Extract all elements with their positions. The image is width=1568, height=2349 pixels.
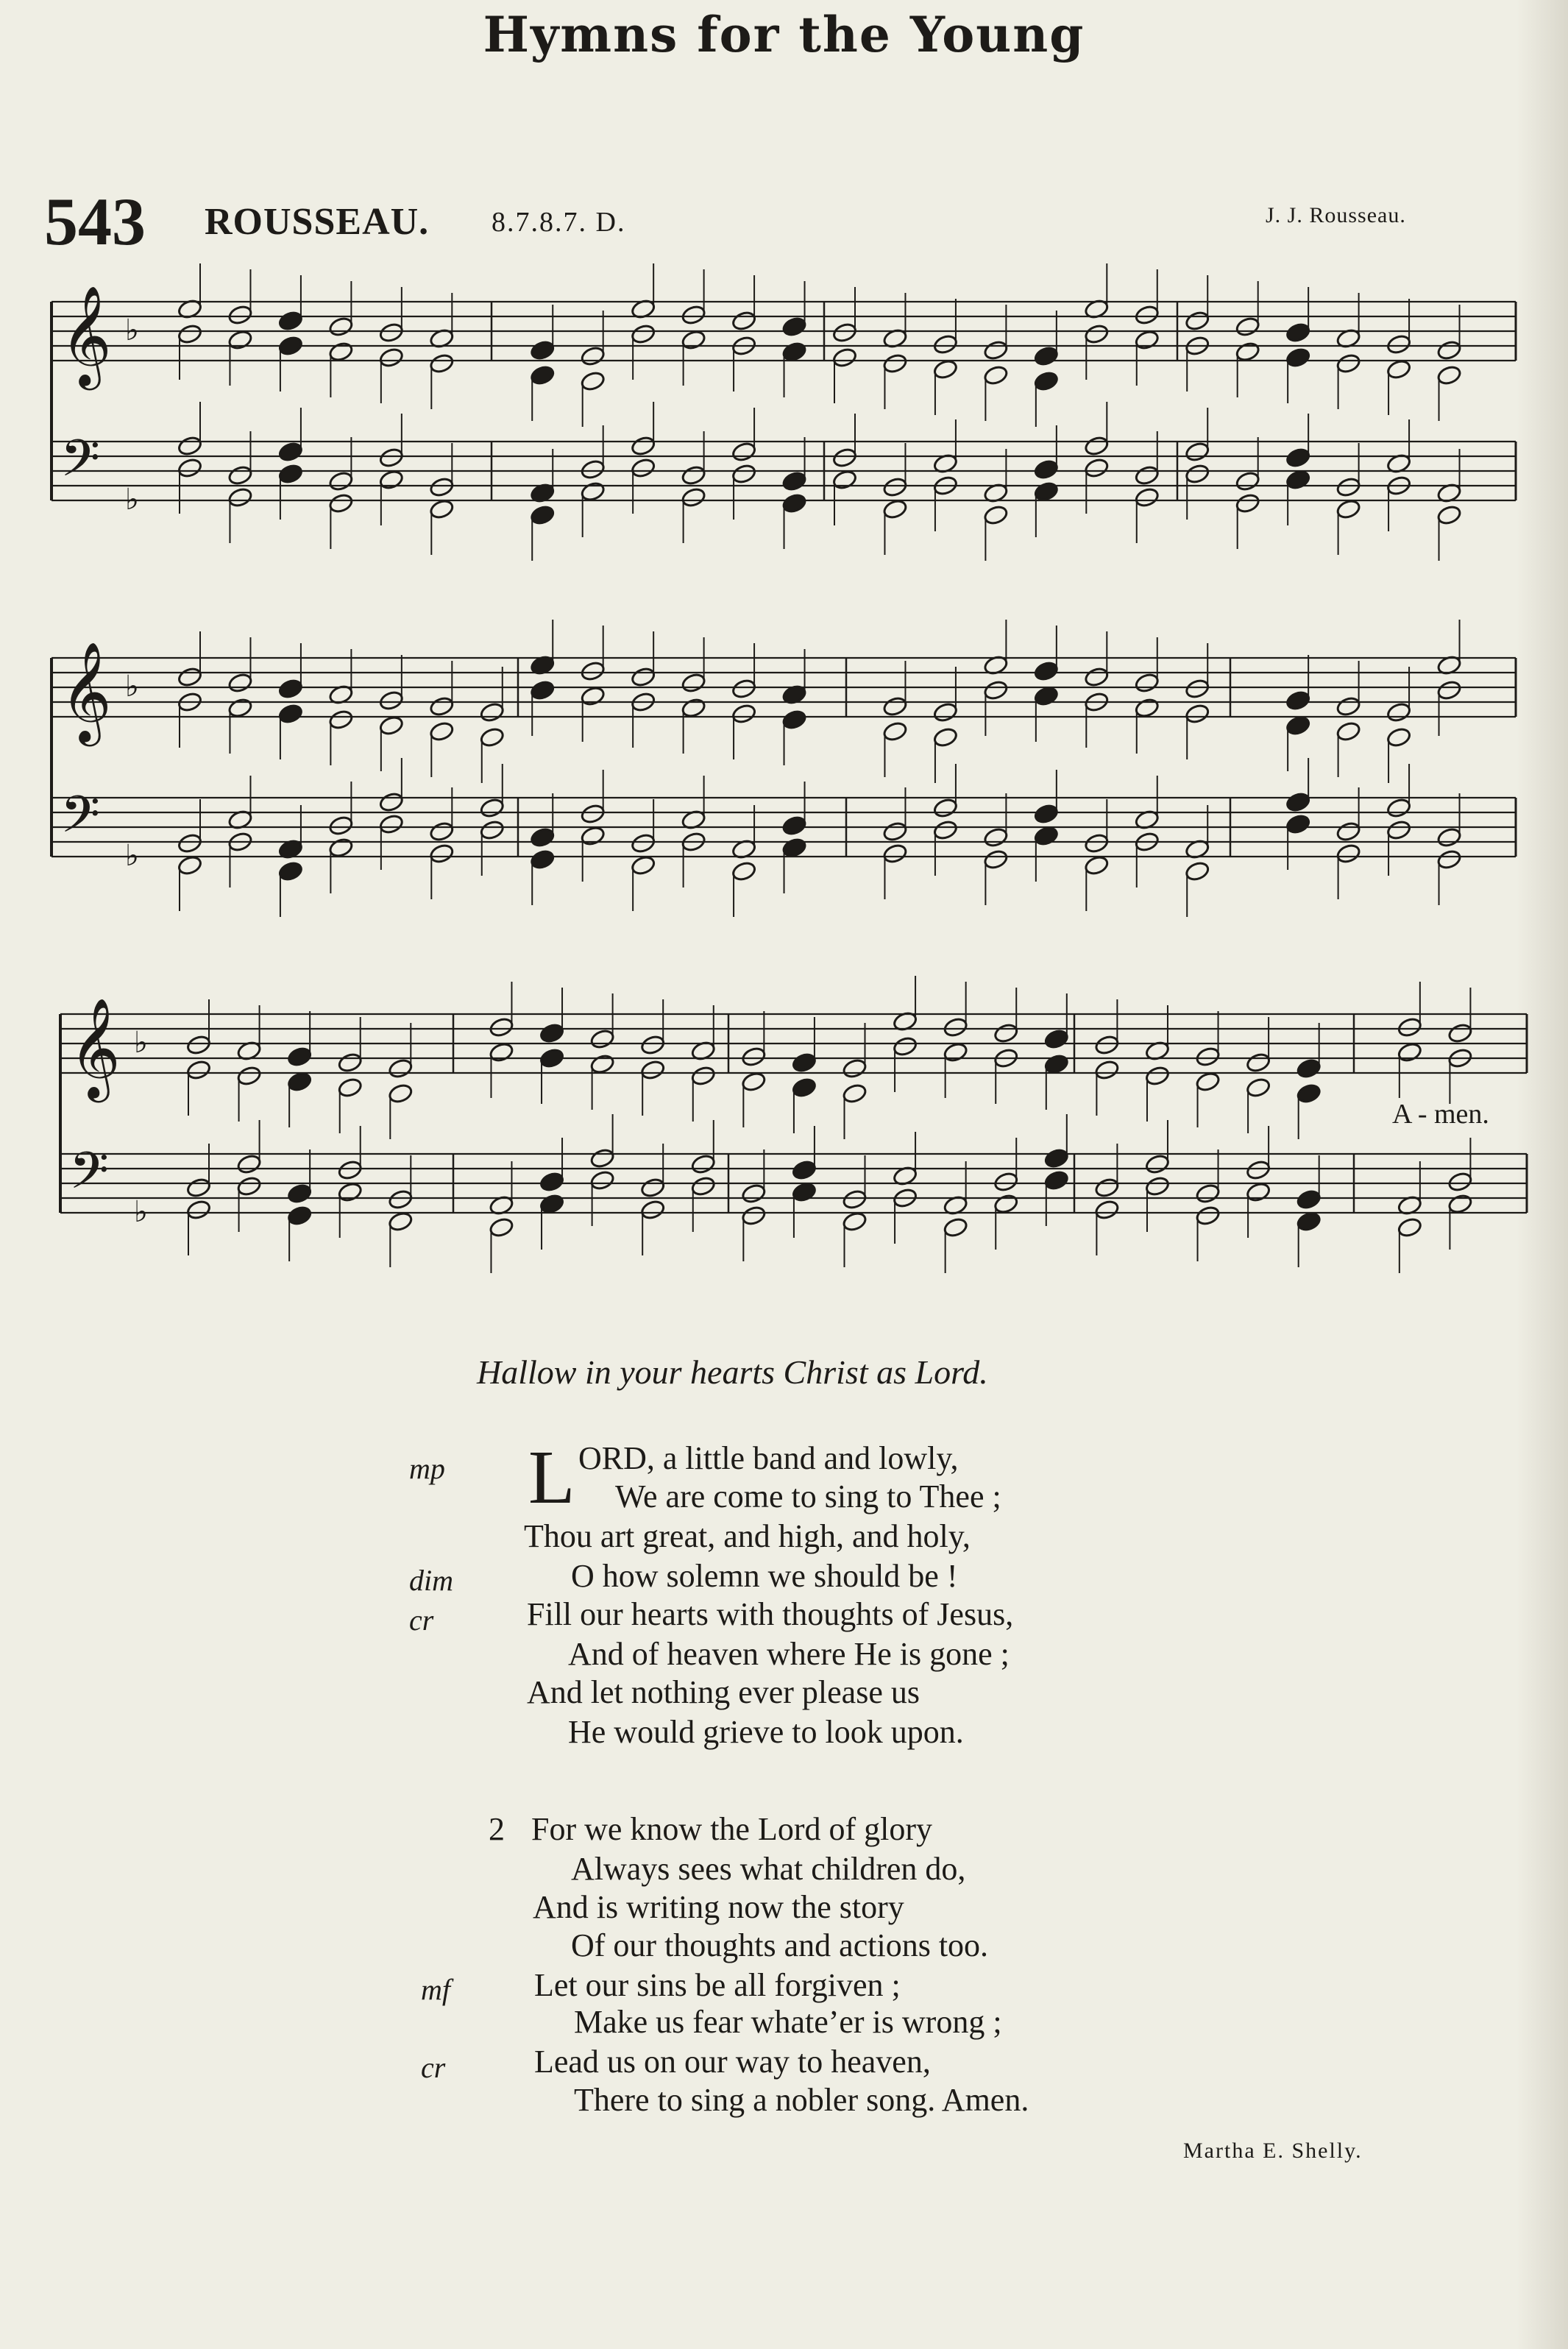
note-head bbox=[1134, 329, 1160, 351]
note-head bbox=[1235, 492, 1260, 514]
note-head bbox=[1185, 310, 1210, 332]
note-head bbox=[882, 821, 908, 843]
note-head bbox=[731, 310, 756, 332]
note-head bbox=[378, 715, 404, 737]
note-head bbox=[1386, 358, 1411, 380]
note-head bbox=[731, 463, 756, 485]
meter: 8.7.8.7. D. bbox=[492, 207, 626, 238]
flat-icon: ♭ bbox=[125, 839, 139, 873]
note-head bbox=[227, 486, 253, 509]
note-head bbox=[378, 347, 404, 369]
note-head bbox=[227, 464, 253, 486]
note-head bbox=[882, 695, 908, 718]
verse2-line7: Lead us on our way to heaven, bbox=[534, 2044, 931, 2080]
note-head bbox=[530, 848, 556, 871]
note-head bbox=[1436, 826, 1462, 848]
note-head bbox=[337, 1052, 363, 1074]
note-head bbox=[1185, 703, 1210, 725]
note-head bbox=[236, 1175, 262, 1197]
note-head bbox=[177, 854, 202, 876]
note-head bbox=[842, 1211, 868, 1233]
note-head bbox=[589, 1053, 615, 1075]
note-head bbox=[932, 358, 958, 380]
note-head bbox=[1043, 1147, 1069, 1169]
note-head bbox=[640, 1059, 666, 1081]
note-head bbox=[489, 1041, 514, 1063]
dynamic-cr-2: cr bbox=[421, 2051, 446, 2084]
note-head bbox=[640, 1199, 666, 1221]
note-head bbox=[1447, 1171, 1473, 1193]
note-head bbox=[1285, 469, 1311, 491]
note-head bbox=[580, 458, 606, 481]
note-head bbox=[690, 1175, 716, 1197]
note-head bbox=[983, 364, 1009, 386]
note-head bbox=[1084, 457, 1110, 479]
treble-clef-icon: 𝄞 bbox=[60, 640, 112, 742]
note-head bbox=[177, 666, 202, 688]
treble-clef-icon: 𝄞 bbox=[60, 284, 112, 386]
note-head bbox=[1296, 1083, 1322, 1105]
note-head bbox=[1245, 1159, 1271, 1181]
note-head bbox=[781, 492, 807, 514]
note-head bbox=[388, 1057, 414, 1080]
note-head bbox=[1094, 1177, 1120, 1199]
note-head bbox=[1033, 345, 1059, 367]
verse2-line1: For we know the Lord of glory bbox=[531, 1811, 933, 1847]
note-head bbox=[489, 1216, 514, 1239]
note-head bbox=[337, 1181, 363, 1203]
tune-name: ROUSSEAU. bbox=[205, 201, 430, 243]
note-head bbox=[882, 720, 908, 743]
note-head bbox=[932, 726, 958, 748]
note-head bbox=[1084, 323, 1110, 345]
note-head bbox=[731, 703, 756, 725]
note-head bbox=[831, 469, 857, 491]
note-head bbox=[1386, 701, 1411, 723]
note-head bbox=[328, 316, 354, 338]
note-head bbox=[589, 1169, 615, 1191]
verse2-line5: Let our sins be all forgiven ; bbox=[534, 1967, 901, 2003]
note-head bbox=[993, 1022, 1019, 1044]
note-head bbox=[1185, 463, 1210, 485]
note-head bbox=[185, 1059, 211, 1081]
note-head bbox=[781, 470, 807, 492]
note-head bbox=[1084, 435, 1110, 457]
note-head bbox=[1185, 441, 1210, 463]
note-head bbox=[1134, 697, 1160, 719]
note-head bbox=[378, 791, 404, 813]
note-head bbox=[932, 797, 958, 819]
note-head bbox=[1245, 1077, 1271, 1099]
note-head bbox=[1084, 666, 1110, 688]
note-head bbox=[388, 1083, 414, 1105]
note-head bbox=[1335, 352, 1361, 375]
note-head bbox=[1033, 825, 1059, 847]
note-head bbox=[882, 476, 908, 498]
dynamic-mp: mp bbox=[409, 1452, 445, 1485]
note-head bbox=[831, 347, 857, 369]
note-head bbox=[1397, 1041, 1422, 1063]
note-head bbox=[227, 697, 253, 719]
note-head bbox=[1397, 1216, 1422, 1239]
note-head bbox=[791, 1077, 817, 1099]
note-head bbox=[1094, 1059, 1120, 1081]
note-head bbox=[741, 1205, 767, 1227]
note-head bbox=[1195, 1183, 1221, 1205]
note-head bbox=[1195, 1071, 1221, 1093]
note-head bbox=[429, 695, 455, 718]
drop-cap: L bbox=[528, 1435, 575, 1520]
note-head bbox=[741, 1183, 767, 1205]
note-head bbox=[227, 304, 253, 326]
verse1-line3: Thou art great, and high, and holy, bbox=[524, 1518, 971, 1554]
note-head bbox=[287, 1046, 313, 1068]
note-head bbox=[1436, 364, 1462, 386]
bass-clef-icon: 𝄢 bbox=[60, 428, 101, 500]
note-head bbox=[1296, 1188, 1322, 1211]
note-head bbox=[1094, 1199, 1120, 1221]
bass-clef-icon: 𝄢 bbox=[60, 784, 101, 857]
note-head bbox=[731, 860, 756, 882]
hymn-number: 543 bbox=[44, 184, 146, 259]
note-head bbox=[479, 819, 505, 841]
note-head bbox=[842, 1057, 868, 1080]
note-head bbox=[1386, 333, 1411, 355]
note-head bbox=[831, 322, 857, 344]
note-head bbox=[1094, 1034, 1120, 1056]
note-head bbox=[1436, 339, 1462, 361]
note-head bbox=[1245, 1052, 1271, 1074]
note-head bbox=[640, 1177, 666, 1199]
note-head bbox=[1335, 821, 1361, 843]
note-head bbox=[1185, 678, 1210, 700]
note-head bbox=[842, 1083, 868, 1105]
note-head bbox=[731, 441, 756, 463]
note-head bbox=[328, 492, 354, 514]
note-head bbox=[337, 1159, 363, 1181]
note-head bbox=[781, 316, 807, 338]
note-head bbox=[741, 1046, 767, 1068]
dynamic-dim: dim bbox=[409, 1564, 453, 1597]
note-head bbox=[530, 826, 556, 848]
note-head bbox=[1285, 322, 1311, 344]
note-head bbox=[882, 498, 908, 520]
note-head bbox=[489, 1016, 514, 1038]
note-head bbox=[791, 1052, 817, 1074]
note-head bbox=[1033, 803, 1059, 825]
note-head bbox=[681, 329, 706, 351]
note-head bbox=[227, 329, 253, 351]
note-head bbox=[983, 679, 1009, 701]
note-head bbox=[1195, 1205, 1221, 1227]
note-head bbox=[378, 469, 404, 491]
note-head bbox=[479, 701, 505, 723]
note-head bbox=[589, 1028, 615, 1050]
note-head bbox=[943, 1216, 968, 1239]
note-head bbox=[791, 1181, 817, 1203]
note-head bbox=[388, 1211, 414, 1233]
note-head bbox=[580, 481, 606, 503]
note-head bbox=[328, 709, 354, 731]
note-head bbox=[781, 341, 807, 363]
amen-label: A - men. bbox=[1392, 1099, 1489, 1130]
epigraph: Hallow in your hearts Christ as Lord. bbox=[477, 1353, 988, 1391]
verse2-line2: Always sees what children do, bbox=[571, 1851, 966, 1887]
note-head bbox=[378, 813, 404, 835]
note-head bbox=[993, 1193, 1019, 1215]
note-head bbox=[1084, 832, 1110, 854]
note-head bbox=[530, 504, 556, 526]
note-head bbox=[378, 690, 404, 712]
note-head bbox=[277, 310, 303, 332]
note-head bbox=[1144, 1153, 1170, 1175]
verse1-line2: We are come to sing to Thee ; bbox=[615, 1478, 1001, 1514]
note-head bbox=[993, 1171, 1019, 1193]
note-head bbox=[580, 660, 606, 682]
note-head bbox=[1245, 1181, 1271, 1203]
note-head bbox=[1134, 672, 1160, 694]
note-head bbox=[287, 1183, 313, 1205]
note-head bbox=[842, 1188, 868, 1211]
verse1-line6: And of heaven where He is gone ; bbox=[568, 1636, 1010, 1672]
note-head bbox=[539, 1047, 564, 1069]
note-head bbox=[1296, 1057, 1322, 1080]
note-head bbox=[227, 672, 253, 694]
note-head bbox=[479, 726, 505, 748]
note-head bbox=[1386, 797, 1411, 819]
note-head bbox=[631, 666, 656, 688]
verse2-line3: And is writing now the story bbox=[533, 1889, 904, 1925]
note-head bbox=[530, 679, 556, 701]
note-head bbox=[328, 815, 354, 837]
note-head bbox=[479, 797, 505, 819]
verse1-line8: He would grieve to look upon. bbox=[568, 1714, 964, 1750]
note-head bbox=[943, 1041, 968, 1063]
note-head bbox=[681, 672, 706, 694]
note-head bbox=[277, 335, 303, 357]
note-head bbox=[1436, 848, 1462, 871]
note-head bbox=[1134, 464, 1160, 486]
note-head bbox=[580, 685, 606, 707]
note-head bbox=[185, 1177, 211, 1199]
treble-clef-icon: 𝄞 bbox=[69, 996, 121, 1098]
note-head bbox=[287, 1071, 313, 1093]
note-head bbox=[530, 364, 556, 386]
stanza-number: 2 bbox=[489, 1811, 505, 1847]
note-head bbox=[388, 1188, 414, 1211]
note-head bbox=[287, 1205, 313, 1227]
note-head bbox=[631, 854, 656, 876]
note-head bbox=[337, 1077, 363, 1099]
note-head bbox=[429, 821, 455, 843]
note-head bbox=[741, 1071, 767, 1093]
note-head bbox=[681, 304, 706, 326]
note-head bbox=[1296, 1211, 1322, 1233]
note-head bbox=[177, 457, 202, 479]
flat-icon: ♭ bbox=[134, 1026, 148, 1060]
dynamic-cr: cr bbox=[409, 1604, 434, 1637]
note-head bbox=[1235, 341, 1260, 363]
note-head bbox=[892, 1035, 918, 1057]
note-head bbox=[429, 843, 455, 865]
note-head bbox=[983, 339, 1009, 361]
note-head bbox=[429, 352, 455, 375]
note-head bbox=[1335, 720, 1361, 743]
note-head bbox=[882, 843, 908, 865]
note-head bbox=[1185, 860, 1210, 882]
flat-icon: ♭ bbox=[134, 1195, 148, 1229]
note-head bbox=[277, 463, 303, 485]
note-head bbox=[539, 1022, 564, 1044]
note-head bbox=[731, 678, 756, 700]
note-head bbox=[1397, 1016, 1422, 1038]
note-head bbox=[177, 832, 202, 854]
note-head bbox=[328, 341, 354, 363]
note-head bbox=[1386, 726, 1411, 748]
note-head bbox=[1285, 715, 1311, 737]
note-head bbox=[539, 1193, 564, 1215]
note-head bbox=[236, 1065, 262, 1087]
note-head bbox=[1043, 1053, 1069, 1075]
note-head bbox=[1335, 695, 1361, 718]
note-head bbox=[1144, 1175, 1170, 1197]
note-head bbox=[1235, 316, 1260, 338]
note-head bbox=[539, 1171, 564, 1193]
note-head bbox=[378, 322, 404, 344]
note-head bbox=[983, 826, 1009, 848]
note-head bbox=[882, 352, 908, 375]
note-head bbox=[1447, 1193, 1473, 1215]
running-head: Hymns for the Young bbox=[483, 6, 1085, 63]
note-head bbox=[932, 701, 958, 723]
note-head bbox=[1134, 486, 1160, 509]
note-head bbox=[1386, 819, 1411, 841]
note-head bbox=[932, 333, 958, 355]
verse1-line4: O how solemn we should be ! bbox=[571, 1558, 958, 1594]
flat-icon: ♭ bbox=[125, 313, 139, 347]
note-head bbox=[1447, 1022, 1473, 1044]
bass-clef-icon: 𝄢 bbox=[69, 1141, 110, 1213]
dynamic-mf: mf bbox=[421, 1973, 450, 2006]
note-head bbox=[1033, 458, 1059, 481]
note-head bbox=[791, 1159, 817, 1181]
note-head bbox=[781, 837, 807, 859]
note-head bbox=[681, 697, 706, 719]
note-head bbox=[378, 447, 404, 469]
note-head bbox=[690, 1153, 716, 1175]
note-head bbox=[1285, 447, 1311, 469]
note-head bbox=[781, 709, 807, 731]
note-head bbox=[943, 1016, 968, 1038]
note-head bbox=[831, 447, 857, 469]
verse1-line1: ORD, a little band and lowly, bbox=[578, 1440, 959, 1476]
note-head bbox=[983, 848, 1009, 871]
note-head bbox=[277, 703, 303, 725]
note-head bbox=[185, 1199, 211, 1221]
note-head bbox=[429, 476, 455, 498]
note-head bbox=[1195, 1046, 1221, 1068]
note-head bbox=[1033, 370, 1059, 392]
note-head bbox=[328, 837, 354, 859]
verse2-line6: Make us fear whate’er is wrong ; bbox=[574, 2004, 1002, 2040]
note-head bbox=[781, 815, 807, 837]
note-head bbox=[1033, 481, 1059, 503]
note-head bbox=[580, 825, 606, 847]
note-head bbox=[580, 803, 606, 825]
note-head bbox=[429, 498, 455, 520]
composer: J. J. Rousseau. bbox=[1266, 203, 1406, 227]
note-head bbox=[1285, 347, 1311, 369]
note-head bbox=[177, 435, 202, 457]
note-head bbox=[185, 1034, 211, 1056]
note-head bbox=[631, 323, 656, 345]
note-head bbox=[631, 435, 656, 457]
note-head bbox=[1335, 498, 1361, 520]
note-head bbox=[1043, 1028, 1069, 1050]
note-head bbox=[1335, 843, 1361, 865]
note-head bbox=[1144, 1065, 1170, 1087]
note-head bbox=[429, 720, 455, 743]
note-head bbox=[681, 464, 706, 486]
author: Martha E. Shelly. bbox=[1183, 2139, 1363, 2163]
note-head bbox=[1436, 679, 1462, 701]
verse1-line5: Fill our hearts with thoughts of Jesus, bbox=[527, 1596, 1014, 1632]
note-head bbox=[277, 678, 303, 700]
verse2-line8: There to sing a nobler song. Amen. bbox=[574, 2082, 1029, 2118]
note-head bbox=[530, 339, 556, 361]
note-head bbox=[236, 1153, 262, 1175]
note-head bbox=[1033, 660, 1059, 682]
note-head bbox=[580, 345, 606, 367]
note-head bbox=[1436, 504, 1462, 526]
verse2-line4: Of our thoughts and actions too. bbox=[571, 1927, 989, 1963]
note-head bbox=[631, 457, 656, 479]
note-head bbox=[640, 1034, 666, 1056]
flat-icon: ♭ bbox=[125, 483, 139, 517]
note-head bbox=[932, 819, 958, 841]
note-head bbox=[1033, 685, 1059, 707]
note-head bbox=[589, 1147, 615, 1169]
note-head bbox=[277, 860, 303, 882]
note-head bbox=[1285, 690, 1311, 712]
flat-icon: ♭ bbox=[125, 670, 139, 704]
note-head bbox=[681, 486, 706, 509]
note-head bbox=[631, 832, 656, 854]
note-head bbox=[177, 323, 202, 345]
note-head bbox=[1043, 1169, 1069, 1191]
note-head bbox=[1134, 304, 1160, 326]
note-head bbox=[1285, 813, 1311, 835]
note-head bbox=[580, 370, 606, 392]
note-head bbox=[1285, 791, 1311, 813]
note-head bbox=[1335, 476, 1361, 498]
note-head bbox=[277, 441, 303, 463]
note-head bbox=[1235, 470, 1260, 492]
note-head bbox=[1084, 854, 1110, 876]
note-head bbox=[690, 1065, 716, 1087]
note-head bbox=[328, 470, 354, 492]
note-head bbox=[983, 504, 1009, 526]
verse1-line7: And let nothing ever please us bbox=[527, 1674, 920, 1710]
